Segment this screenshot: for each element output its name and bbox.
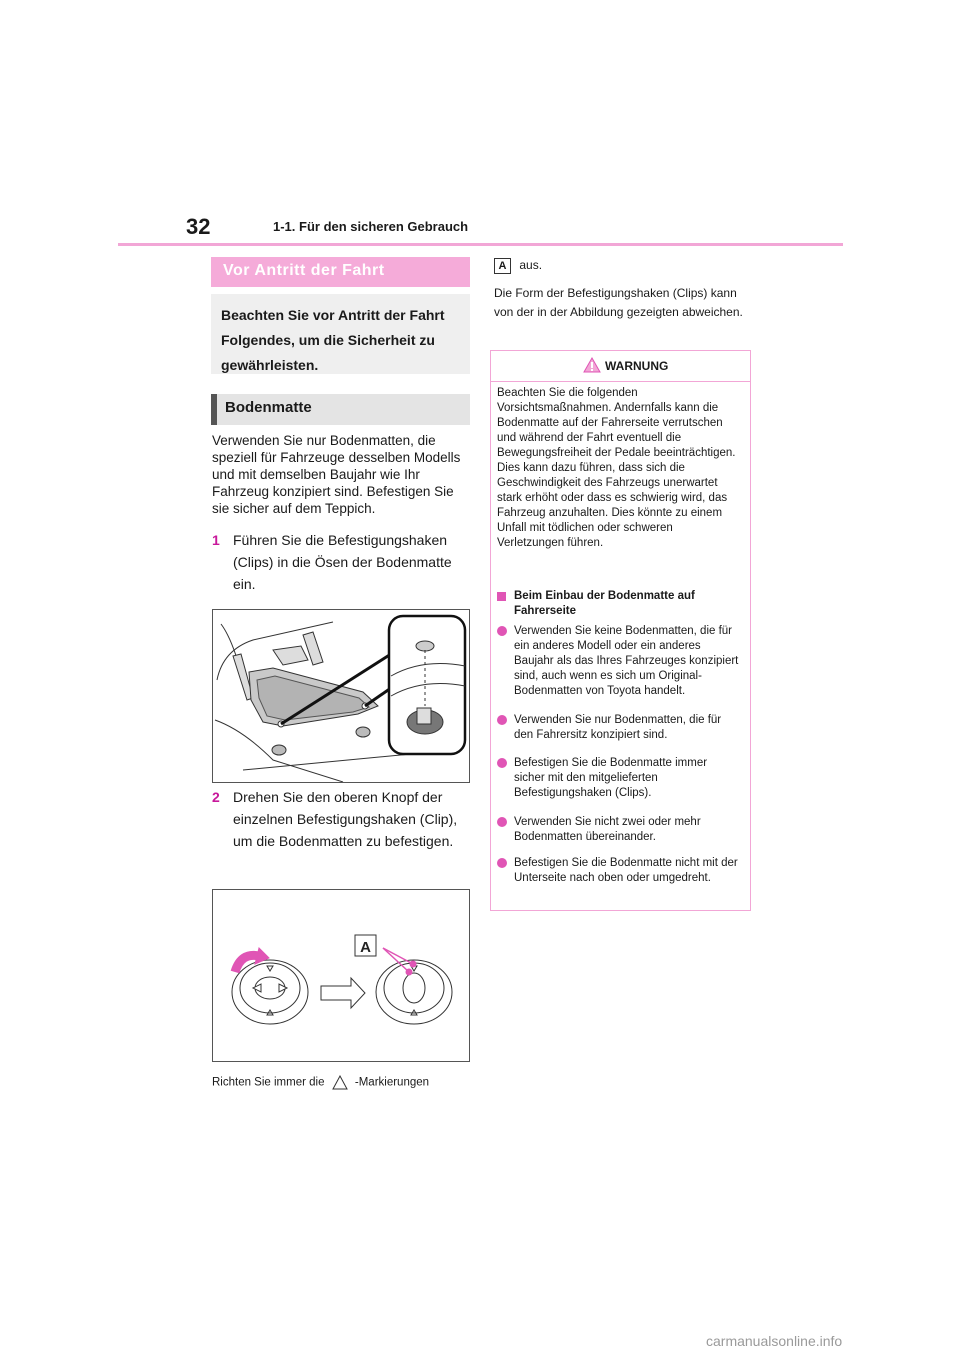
warning-bullet-text: Verwenden Sie keine Bodenmatten, die für ein anderes Modell oder ein anderes Baujahr als das Ihres Fahrzeuges konzipiert sind, auch wenn es sich um Original-Bodenmatten von Toyota handelt. xyxy=(514,625,739,697)
warning-bullet-text: Befestigen Sie die Bodenmatte nicht mit der Unterseite nach oben oder umgedreht. xyxy=(514,857,738,884)
clip-shape-note: Die Form der Befestigungshaken (Clips) kann von der in der Abbildung gezeigten abweichen. xyxy=(494,286,743,319)
step-2-text: Drehen Sie den oberen Knopf der einzelnen Befestigungshaken (Clip), um die Bodenmatten zu befestigen. xyxy=(233,789,458,849)
caption-text-after: -Markierungen xyxy=(354,1076,430,1089)
subsection-band xyxy=(211,394,470,425)
warning-subheading-text: Beim Einbau der Bodenmatte auf Fahrerseite xyxy=(514,590,695,617)
step-2 xyxy=(212,786,474,876)
step-1 xyxy=(212,529,474,595)
caption-continuation-text: aus. xyxy=(519,258,543,273)
warning-bullet-text: Verwenden Sie nicht zwei oder mehr Bodenmatten übereinander. xyxy=(514,816,701,843)
bullet-dot-icon xyxy=(497,626,507,636)
warning-intro: Beachten Sie die folgenden Vorsichtsmaßnahmen. Andernfalls kann die Bodenmatte auf der Fahrerseite verrutschen und während der Fahrt eventuell die Bewegungsfreiheit der Pedale beeinträchtigen. Dies kann dazu führen, dass sich die Geschwindigkeit des Fahrzeugs unerwartet stark erhöht oder dass es schwierig wird, das Fahrzeug anzuhalten. Dies könnte zu einem Unfall mit tödlichen oder schweren Verletzungen führen. xyxy=(497,387,736,549)
bullet-dot-icon xyxy=(497,817,507,827)
triangle-mark-icon xyxy=(332,1075,348,1090)
clip-rotation-drawing xyxy=(213,890,469,1061)
step-1-text: Führen Sie die Befestigungshaken (Clips) in die Ösen der Bodenmatte ein. xyxy=(233,532,452,592)
warning-bullet-text: Verwenden Sie nur Bodenmatten, die für den Fahrersitz konzipiert sind. xyxy=(514,714,722,741)
floor-mat-illustration xyxy=(212,609,470,783)
body-paragraph: Verwenden Sie nur Bodenmatten, die speziell für Fahrzeuge desselben Modells und mit demselben Baujahr wie Ihr Fahrzeug konzipiert sind. Befestigen Sie sie sicher auf dem Teppich. xyxy=(212,433,461,516)
subsection-bar xyxy=(211,394,217,425)
step-2-number: 2 xyxy=(212,789,220,805)
clip-rotation-illustration xyxy=(212,889,470,1062)
section-title-band xyxy=(211,257,470,287)
subsection-title: Bodenmatte xyxy=(225,399,312,416)
warning-bullet-text: Befestigen Sie die Bodenmatte immer sicher mit den mitgelieferten Befestigungshaken (Clips). xyxy=(514,757,708,799)
watermark: carmanualsonline.info xyxy=(706,1333,843,1349)
step-1-number: 1 xyxy=(212,532,220,548)
square-bullet-icon xyxy=(497,592,506,601)
bullet-dot-icon xyxy=(497,715,507,725)
section-title: Vor Antritt der Fahrt xyxy=(223,262,385,279)
bullet-dot-icon xyxy=(497,858,507,868)
header-divider xyxy=(118,243,843,246)
figure-caption xyxy=(212,1075,429,1090)
floor-mat-drawing xyxy=(213,610,469,782)
warning-triangle-icon xyxy=(583,357,601,373)
label-a-box: A xyxy=(494,258,511,274)
intro-box xyxy=(211,294,470,374)
figure-label-a: A xyxy=(360,939,371,956)
section-header: 1-1. Für den sicheren Gebrauch xyxy=(273,219,469,234)
caption-continuation xyxy=(494,258,542,274)
page-number: 32 xyxy=(186,214,211,239)
warning-box xyxy=(490,350,751,911)
warning-title: WARNUNG xyxy=(605,359,669,373)
caption-text-before: Richten Sie immer die xyxy=(212,1076,325,1089)
bullet-dot-icon xyxy=(497,758,507,768)
intro-text: Beachten Sie vor Antritt der Fahrt Folgendes, um die Sicherheit zu gewährleisten. xyxy=(221,307,445,373)
warning-header xyxy=(491,351,750,382)
